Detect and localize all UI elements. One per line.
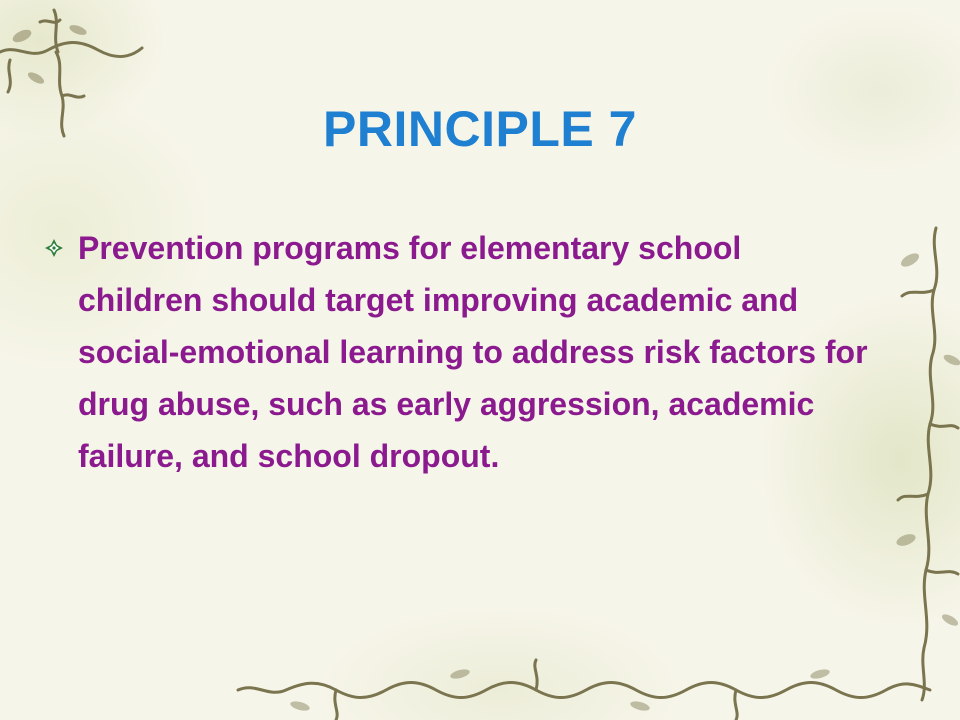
bullet-item — [44, 222, 874, 482]
bullet-list — [44, 222, 874, 482]
bullet-text: Prevention programs for elementary school children should target improving academic and social-emotional learning to address risk factors for drug abuse, such as early aggression, academic failure, and school dropout. — [78, 230, 868, 474]
diamond-bullet-icon — [44, 238, 64, 258]
slide-title: PRINCIPLE 7 — [323, 101, 637, 157]
